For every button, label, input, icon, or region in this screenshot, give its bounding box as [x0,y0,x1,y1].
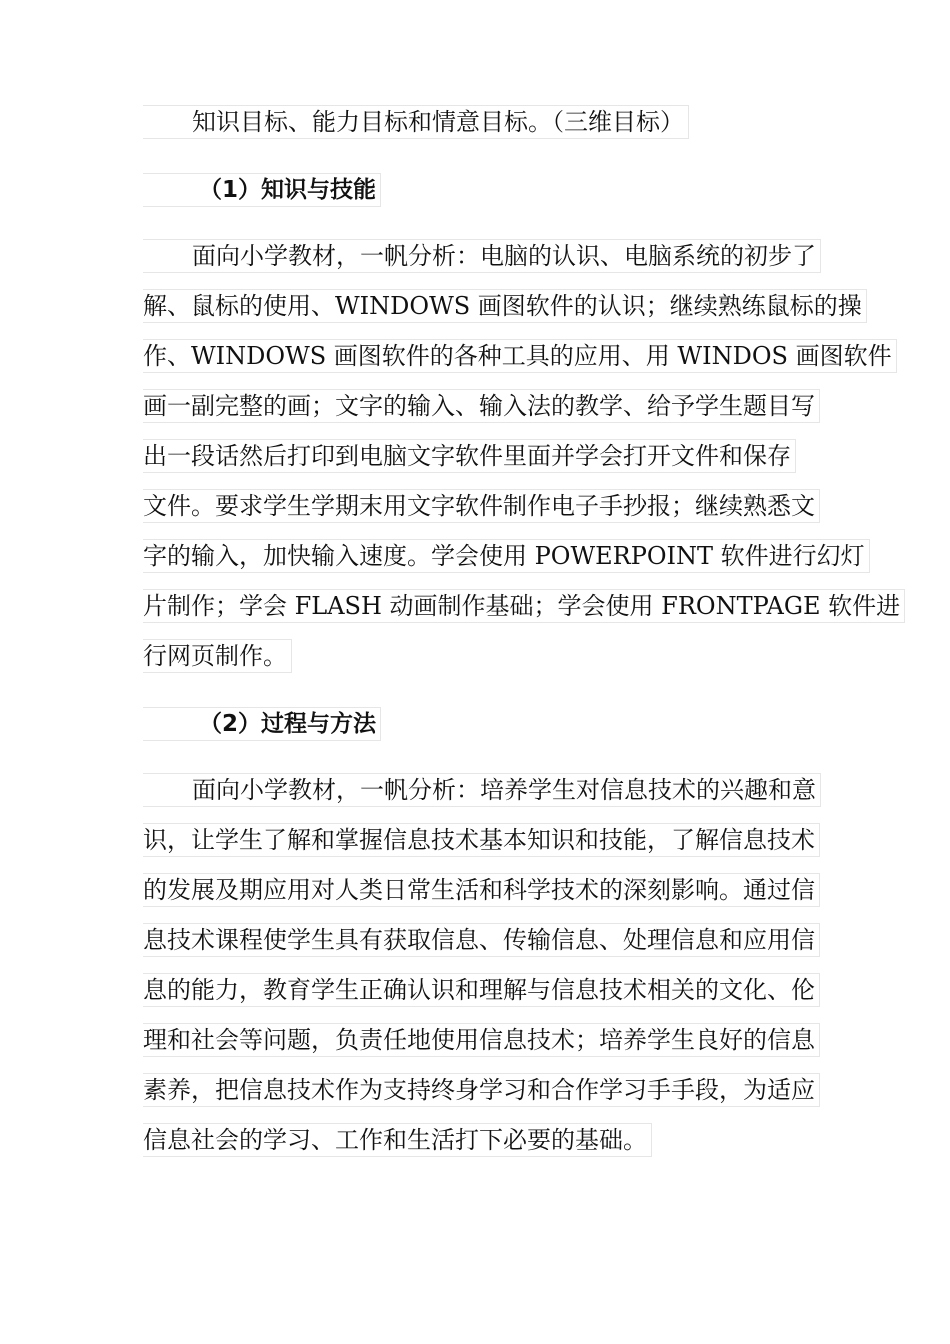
section1-line: 出一段话然后打印到电脑文字软件里面并学会打开文件和保存 [143,439,796,473]
section2-line: 息技术课程使学生具有获取信息、传输信息、处理信息和应用信 [143,923,820,957]
section2-line: 素养，把信息技术作为支持终身学习和合作学习手手段，为适应 [143,1073,820,1107]
section2-heading: （2）过程与方法 [143,707,381,741]
section1-line: 行网页制作。 [143,639,292,673]
section2-line: 面向小学教材，一帆分析：培养学生对信息技术的兴趣和意 [143,773,821,807]
section2-line: 识，让学生了解和掌握信息技术基本知识和技能，了解信息技术 [143,823,820,857]
section1-line: 文件。要求学生学期末用文字软件制作电子手抄报；继续熟悉文 [143,489,820,523]
section1-line: 作、WINDOWS 画图软件的各种工具的应用、用 WINDOS 画图软件 [143,339,897,373]
section1-line: 面向小学教材，一帆分析：电脑的认识、电脑系统的初步了 [143,239,821,273]
section2-line: 息的能力，教育学生正确认识和理解与信息技术相关的文化、伦 [143,973,820,1007]
section1-line: 字的输入，加快输入速度。学会使用 POWERPOINT 软件进行幻灯 [143,539,870,573]
section2-line: 理和社会等问题，负责任地使用信息技术；培养学生良好的信息 [143,1023,820,1057]
section1-line: 画一副完整的画；文字的输入、输入法的教学、给予学生题目写 [143,389,820,423]
section2-line: 信息社会的学习、工作和生活打下必要的基础。 [143,1123,652,1157]
section1-line: 片制作；学会 FLASH 动画制作基础；学会使用 FRONTPAGE 软件进 [143,589,905,623]
intro-line: 知识目标、能力目标和情意目标。（三维目标） [143,105,689,139]
section1-line: 解、鼠标的使用、WINDOWS 画图软件的认识；继续熟练鼠标的操 [143,289,867,323]
section2-line: 的发展及期应用对人类日常生活和科学技术的深刻影响。通过信 [143,873,820,907]
section1-heading: （1）知识与技能 [143,173,381,207]
